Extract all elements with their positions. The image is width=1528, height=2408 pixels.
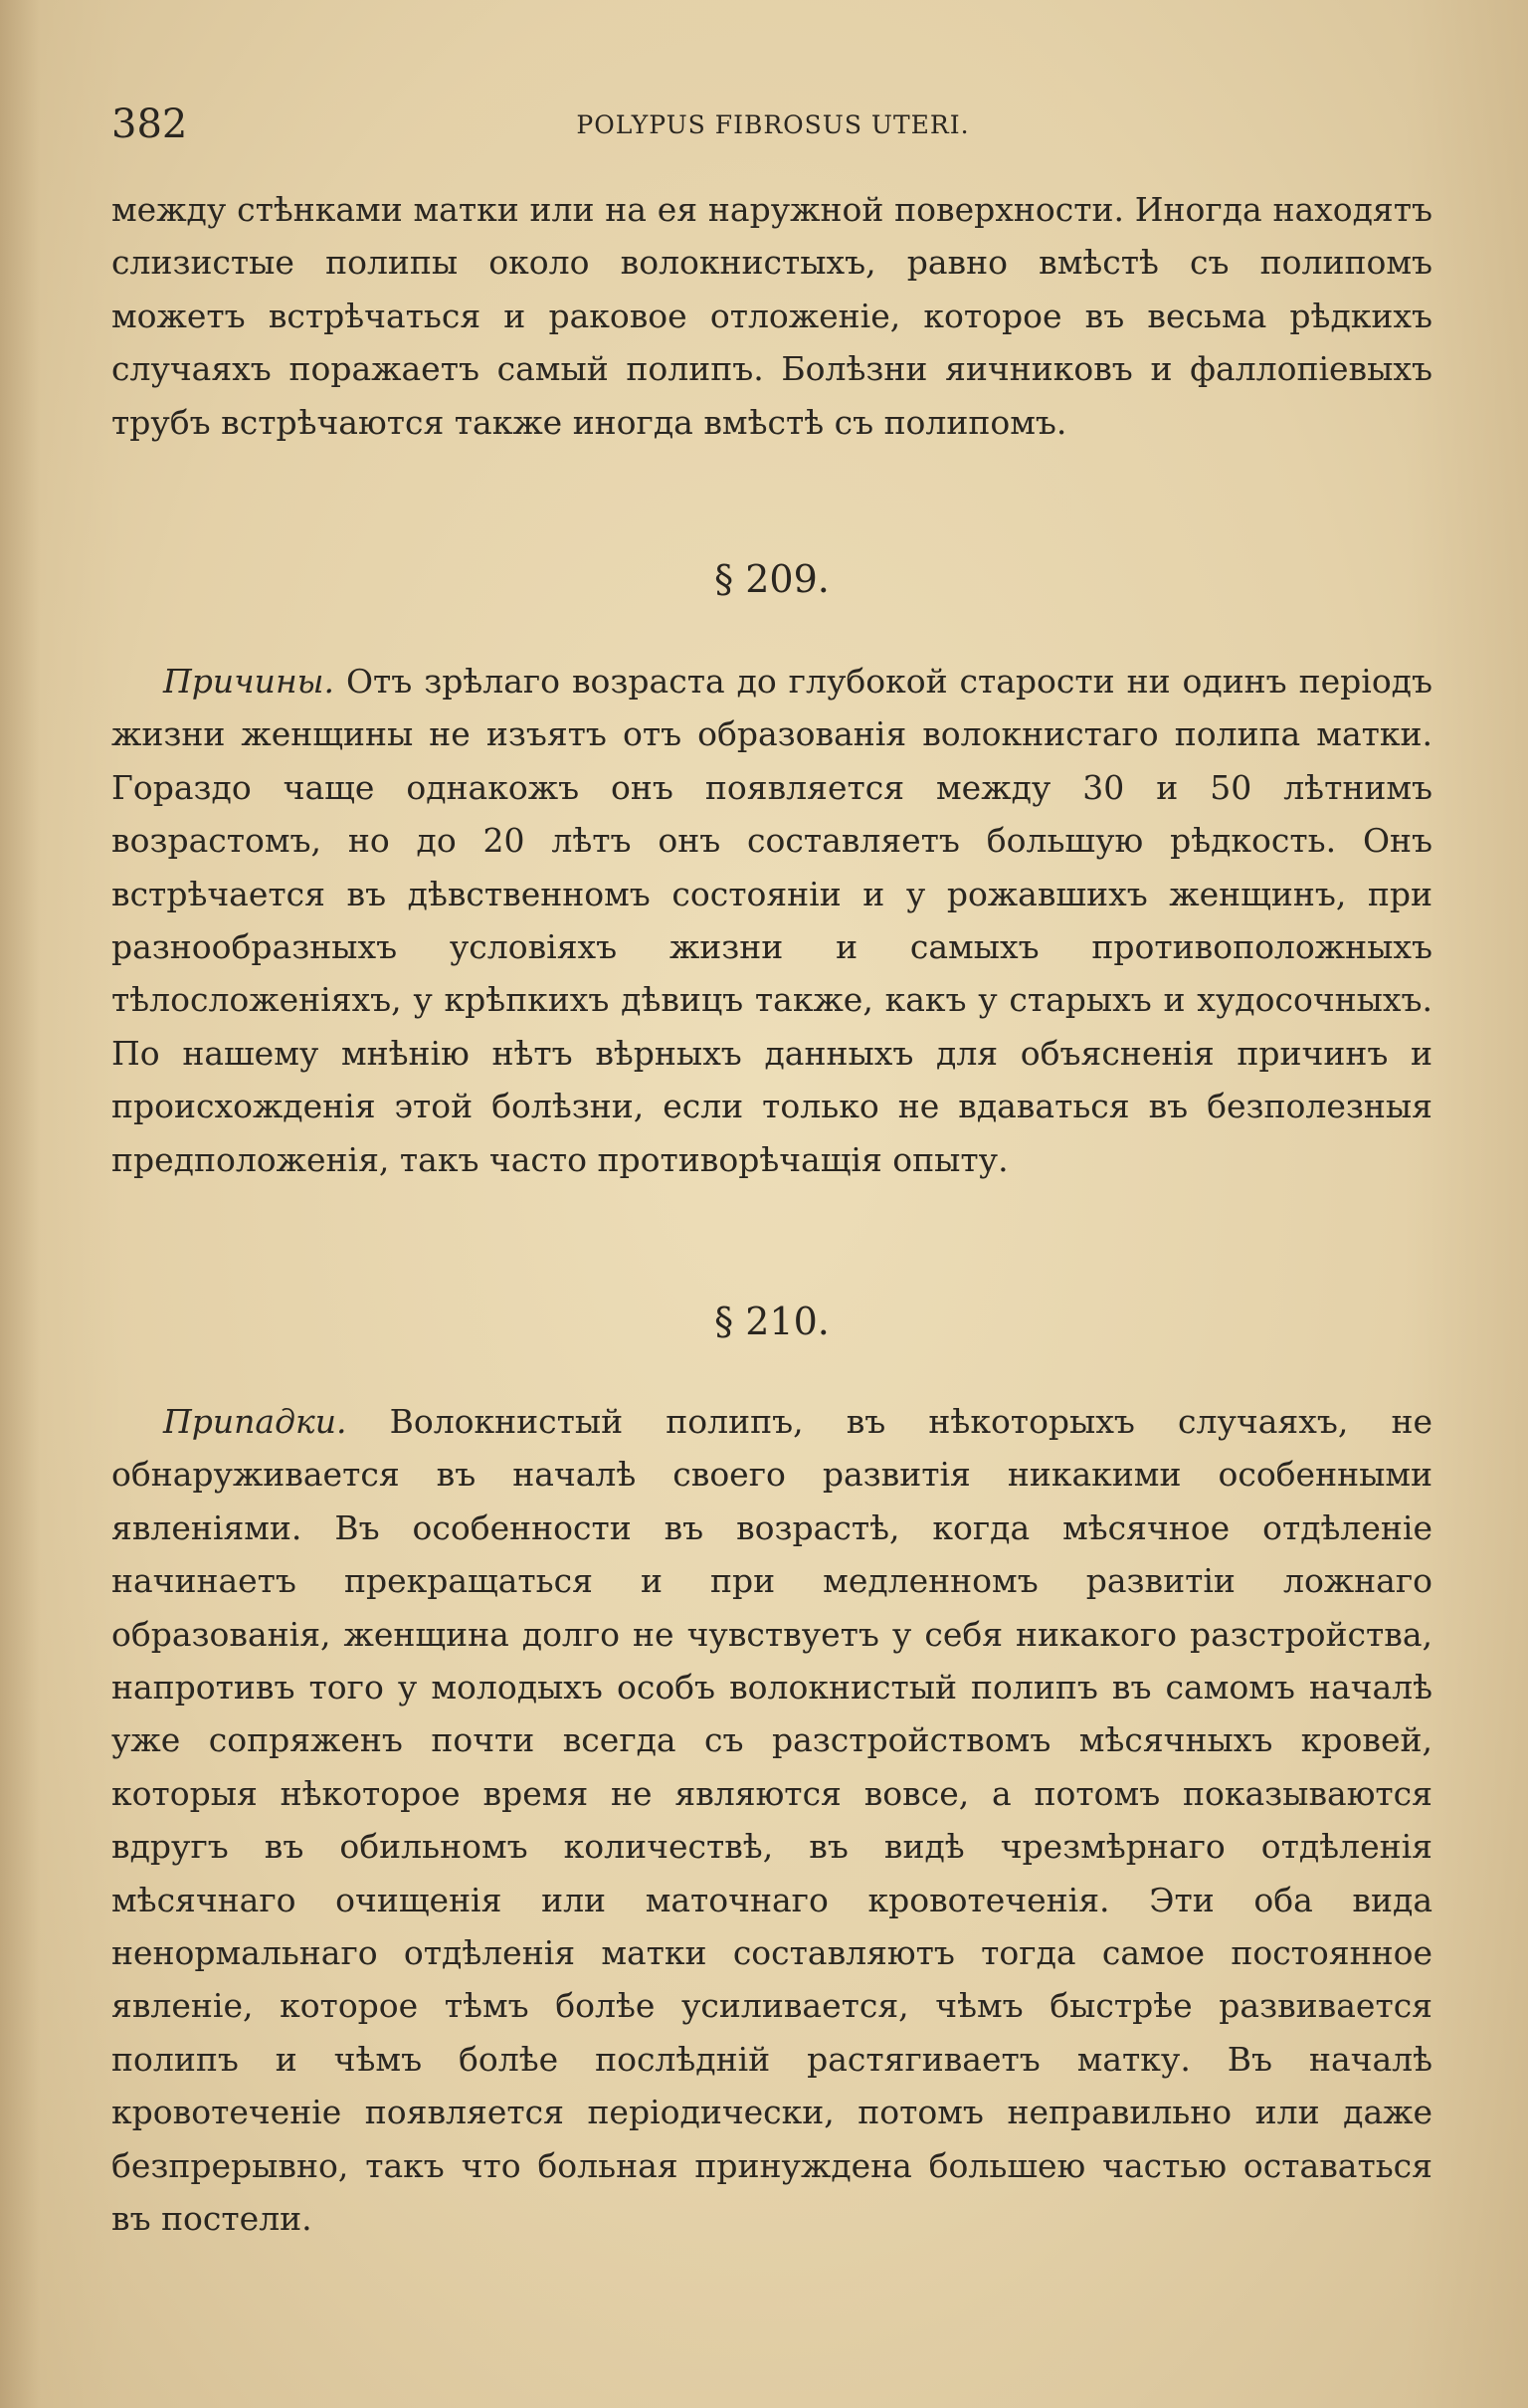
paragraph-text: Волокнистый полипъ, въ нѣкоторыхъ случаяхъ, не обнаруживается въ началѣ своего развитія никакими особенными явленіями. Въ особенности въ возрастѣ, когда мѣсячное отдѣленіе начинаетъ прекращаться и при медленномъ развитіи ложнаго образованія, женщина долго не чувствуетъ у себя никакого разстройства, напротивъ того у молодыхъ особъ волокнистый полипъ въ самомъ началѣ уже сопряженъ почти всегда съ разстройствомъ мѣсячныхъ кровей, которыя нѣкоторое время не являются вовсе, а потомъ показываются вдругъ въ обильномъ количествѣ, въ видѣ чрезмѣрнаго отдѣленія мѣсячнаго очищенія или маточнаго кровотеченія. Эти оба вида ненормальнаго отдѣленія матки составляютъ тогда самое постоянное явленіе, которое тѣмъ болѣе усиливается, чѣмъ быстрѣе развивается полипъ и чѣмъ болѣе послѣдній растягиваетъ матку. Въ началѣ кровотеченіе появляется періодически, потомъ неправильно или даже безпрерывно, такъ что больная принуждена большею частью оставаться въ постели. — [111, 1402, 1432, 2239]
paragraph-continuation — [111, 183, 1432, 449]
section-heading-210: § 210. — [714, 1300, 830, 1343]
page-number: 382 — [111, 101, 188, 147]
running-head — [111, 100, 1434, 149]
paragraph-body — [111, 655, 1432, 1186]
paragraph-term: Припадки. — [163, 1402, 347, 1441]
paragraph-text: между стѣнками матки или на ея наружной поверхности. Иногда находятъ слизистые полипы около волокнистыхъ, равно вмѣстѣ съ полипомъ можетъ встрѣчаться и раковое отложеніе, которое въ весьма рѣдкихъ случаяхъ поражаетъ самый полипъ. Болѣзни яичниковъ и фаллопіевыхъ трубъ встрѣчаются также иногда вмѣстѣ съ полипомъ. — [111, 190, 1432, 442]
section-heading-209: § 209. — [714, 557, 830, 601]
paragraph-text: Отъ зрѣлаго возраста до глубокой старости ни одинъ періодъ жизни женщины не изъятъ отъ образованія волокнистаго полипа матки. Гораздо чаще однакожъ онъ появляется между 30 и 50 лѣтнимъ возрастомъ, но до 20 лѣтъ онъ составляетъ большую рѣдкость. Онъ встрѣчается въ дѣвственномъ состояніи и у рожавшихъ женщинъ, при разнообразныхъ условіяхъ жизни и самыхъ противоположныхъ тѣлосложеніяхъ, у крѣпкихъ дѣвицъ также, какъ у старыхъ и худосочныхъ. По нашему мнѣнію нѣтъ вѣрныхъ данныхъ для объясненія причинъ и происхожденія этой болѣзни, если только не вдаваться въ безполезныя предположенія, такъ часто противорѣчащія опыту. — [111, 662, 1432, 1179]
paragraph-causes — [111, 655, 1432, 1186]
paragraph-symptoms — [111, 1395, 1432, 2246]
paragraph-term: Причины. — [163, 662, 335, 701]
spine-shadow — [0, 0, 40, 2408]
running-title: POLYPUS FIBROSUS UTERI. — [576, 110, 970, 139]
paragraph-body — [111, 1395, 1432, 2246]
